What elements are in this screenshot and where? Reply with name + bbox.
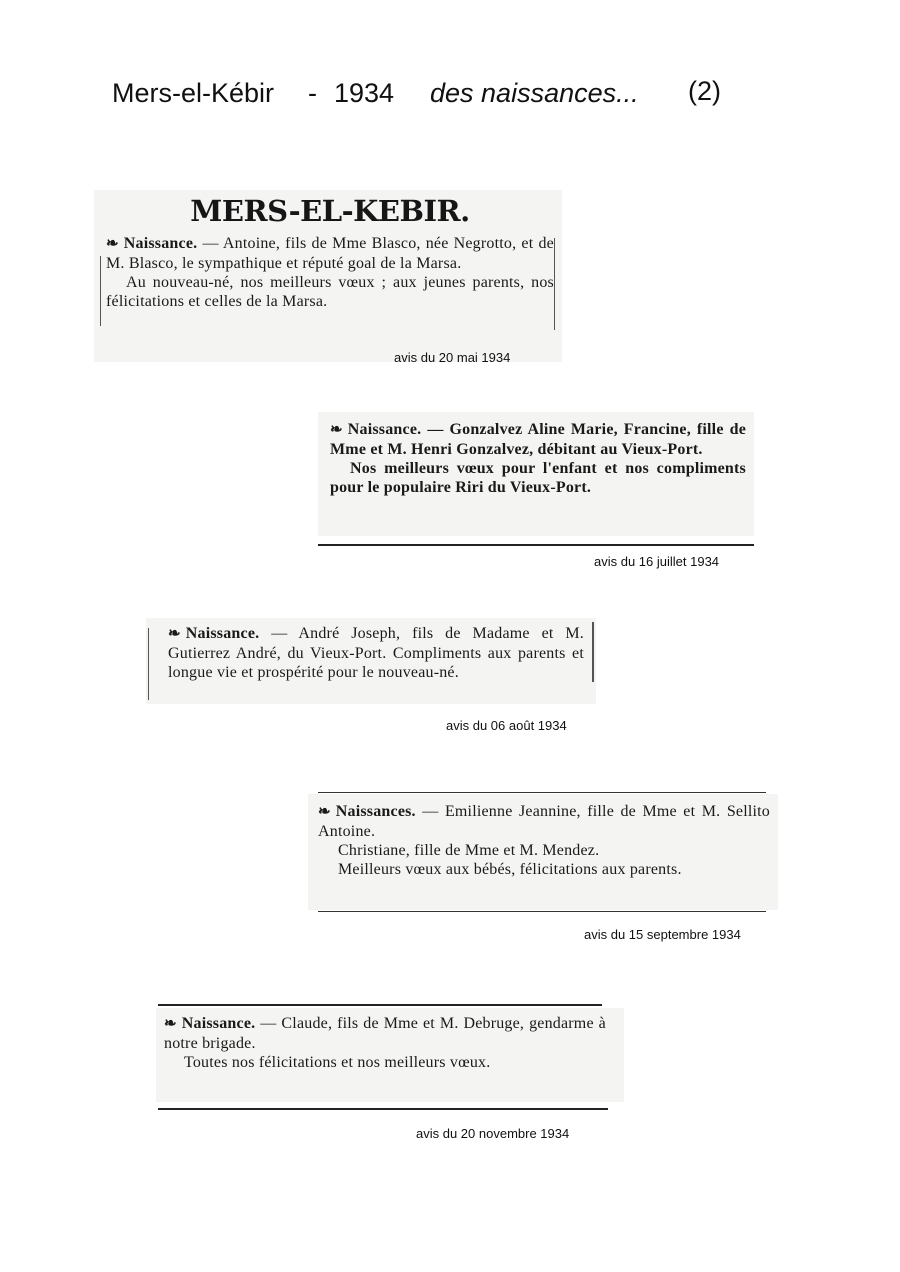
fleuron-icon: ❧ (168, 626, 181, 642)
clipping-paragraph (106, 234, 554, 273)
separator-rule (318, 544, 754, 546)
clipping-caption: avis du 06 août 1934 (446, 718, 567, 733)
column-rule (554, 238, 555, 330)
clipping-text: André Joseph, fils de Madame et M. Gutierrez André, du Vieux-Port. Compliments aux parents et longue vie et prospérité pour le nouveau-né. (168, 625, 585, 681)
clipping-paragraph (330, 420, 746, 459)
clipping-paragraph (164, 1014, 606, 1053)
clipping-caption: avis du 16 juillet 1934 (594, 554, 720, 569)
header-subtitle: des naissances... (430, 78, 639, 108)
separator-rule (158, 1004, 602, 1006)
clipping-dash: — (271, 625, 288, 642)
clipping-5 (156, 1008, 624, 1102)
clipping-paragraph: Meilleurs vœux aux bébés, félicitations aux parents. (338, 861, 682, 878)
clipping-1 (94, 190, 562, 362)
column-rule (592, 622, 594, 682)
column-rule (100, 256, 101, 326)
clipping-paragraph: Au nouveau-né, nos meilleurs vœux ; aux jeunes parents, nos félicitations et celles de la Marsa. (106, 274, 554, 310)
clipping-caption: avis du 20 mai 1934 (394, 350, 511, 365)
header-place: Mers-el-Kébir (112, 78, 275, 108)
clipping-text: Gonzalvez Aline Marie, Francine, fille de Mme et M. Henri Gonzalvez, débitant au Vieux-Port. (330, 421, 746, 458)
separator-rule (158, 1108, 608, 1110)
clipping-text: Antoine, fils de Mme Blasco, née Negrotto, et de M. Blasco, le sympathique et réputé goal de la Marsa. (106, 235, 554, 272)
clipping-caption: avis du 20 novembre 1934 (416, 1126, 570, 1141)
header-year: 1934 (334, 78, 395, 108)
clipping-label: Naissance. (185, 625, 260, 642)
page-number: (2) (688, 76, 721, 106)
clipping-paragraph (318, 802, 770, 841)
clipping-text: Emilienne Jeannine, fille de Mme et M. Sellito Antoine. (318, 803, 770, 840)
clipping-text: Claude, fils de Mme et M. Debruge, gendarme à notre brigade. (164, 1015, 606, 1052)
clipping-paragraph: Nos meilleurs vœux pour l'enfant et nos compliments pour le populaire Riri du Vieux-Port. (330, 460, 746, 496)
clipping-dash: — (427, 421, 444, 438)
header-separator: - (308, 78, 317, 108)
column-rule (148, 628, 149, 700)
fleuron-icon: ❧ (318, 804, 331, 820)
clipping-dash: — (260, 1015, 277, 1032)
clipping-paragraph: Toutes nos félicitations et nos meilleurs vœux. (184, 1054, 491, 1071)
clipping-label: Naissance. (347, 421, 422, 438)
clipping-2 (318, 412, 754, 536)
clipping-heading: MERS-EL-KEBIR. (190, 194, 470, 228)
clipping-4 (308, 794, 778, 910)
clipping-3 (146, 618, 596, 704)
fleuron-icon: ❧ (164, 1016, 177, 1032)
separator-rule (318, 911, 766, 912)
clipping-caption: avis du 15 septembre 1934 (584, 927, 741, 942)
clipping-label: Naissances. (335, 803, 416, 820)
clipping-label: Naissance. (123, 235, 198, 252)
separator-rule (318, 792, 766, 793)
clipping-paragraph (168, 624, 584, 682)
clipping-label: Naissance. (181, 1015, 256, 1032)
fleuron-icon: ❧ (106, 236, 119, 252)
fleuron-icon: ❧ (330, 422, 343, 438)
clipping-paragraph: Christiane, fille de Mme et M. Mendez. (338, 842, 600, 859)
clipping-dash: — (202, 235, 219, 252)
clipping-dash: — (422, 803, 439, 820)
